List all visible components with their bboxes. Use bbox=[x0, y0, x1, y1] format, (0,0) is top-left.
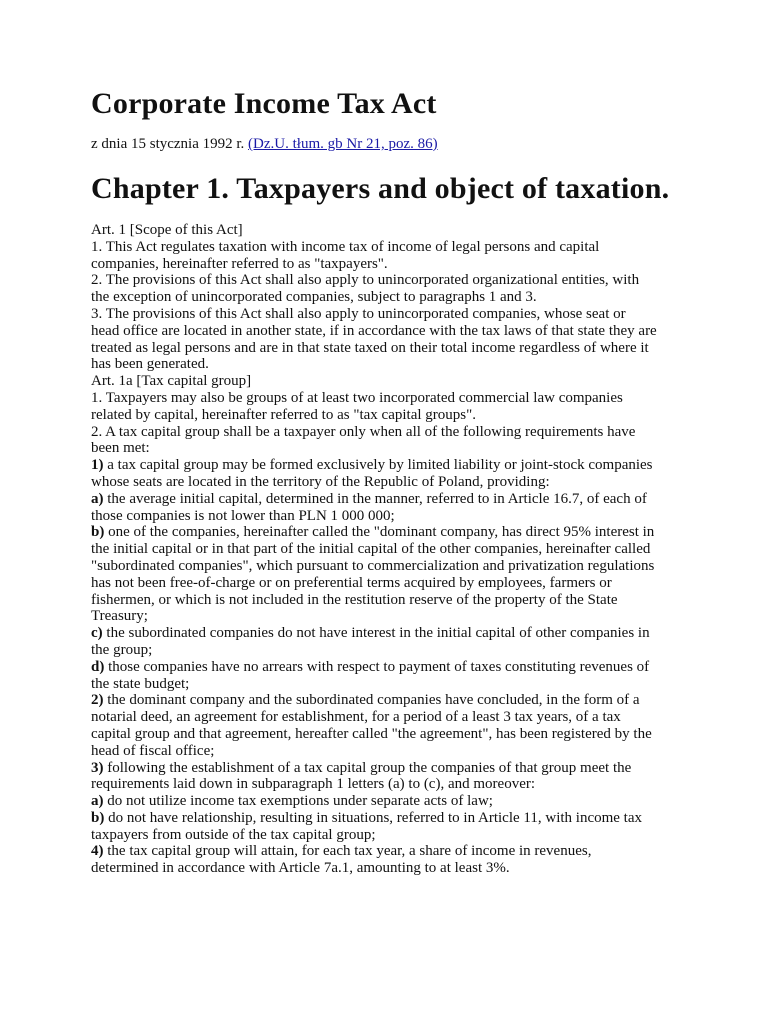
text-line bbox=[91, 709, 691, 726]
text-line bbox=[91, 306, 691, 323]
text-line bbox=[91, 676, 691, 693]
line-text: related by capital, hereinafter referred to as "tax capital groups". bbox=[91, 406, 476, 423]
line-text: the group; bbox=[91, 641, 153, 658]
text-line bbox=[91, 592, 691, 609]
text-line bbox=[91, 256, 691, 273]
line-text: "subordinated companies", which pursuant to commercialization and privatization regulations bbox=[91, 557, 655, 574]
text-line bbox=[91, 356, 691, 373]
article-body bbox=[91, 222, 691, 877]
line-text: Treasury; bbox=[91, 608, 148, 625]
text-line bbox=[91, 491, 691, 508]
line-text: 3. The provisions of this Act shall also apply to unincorporated companies, whose seat or bbox=[91, 305, 626, 322]
line-text: those companies have no arrears with respect to payment of taxes constituting revenues of bbox=[104, 658, 650, 675]
line-text: companies, hereinafter referred to as "taxpayers". bbox=[91, 255, 388, 272]
source-link[interactable]: (Dz.U. tłum. gb Nr 21, poz. 86) bbox=[248, 136, 438, 152]
line-text: the subordinated companies do not have interest in the initial capital of other companies in bbox=[102, 625, 650, 642]
line-text: has been generated. bbox=[91, 356, 209, 373]
line-text: head office are located in another state, if in accordance with the tax laws of that state they are bbox=[91, 322, 657, 339]
date-text: z dnia 15 stycznia 1992 r. bbox=[91, 136, 245, 152]
text-line bbox=[91, 843, 691, 860]
line-text: has not been free-of-charge or on preferential terms acquired by employees, farmers or bbox=[91, 574, 612, 591]
text-line bbox=[91, 524, 691, 541]
line-text: capital group and that agreement, hereafter called "the agreement", has been registered by the bbox=[91, 725, 652, 742]
line-text: head of fiscal office; bbox=[91, 742, 215, 759]
item-marker: d) bbox=[91, 658, 105, 675]
line-text: been met: bbox=[91, 440, 150, 457]
item-marker: 2) bbox=[91, 692, 104, 709]
line-text: the exception of unincorporated companies, subject to paragraphs 1 and 3. bbox=[91, 289, 537, 306]
text-line bbox=[91, 340, 691, 357]
line-text: 1. Taxpayers may also be groups of at least two incorporated commercial law companies bbox=[91, 389, 623, 406]
text-line bbox=[91, 289, 691, 306]
text-line bbox=[91, 810, 691, 827]
line-text: do not have relationship, resulting in situations, referred to in Article 11, with income tax bbox=[104, 809, 642, 826]
text-line bbox=[91, 793, 691, 810]
chapter-title: Chapter 1. Taxpayers and object of taxation. bbox=[91, 172, 670, 205]
text-line bbox=[91, 424, 691, 441]
line-text: Art. 1 [Scope of this Act] bbox=[91, 222, 243, 238]
text-line bbox=[91, 440, 691, 457]
item-marker: 3) bbox=[91, 759, 104, 776]
line-text: Art. 1a [Tax capital group] bbox=[91, 373, 252, 390]
line-text: determined in accordance with Article 7a.1, amounting to at least 3%. bbox=[91, 860, 510, 877]
item-marker: 4) bbox=[91, 843, 104, 860]
text-line bbox=[91, 222, 691, 239]
item-marker: b) bbox=[91, 524, 105, 541]
text-line bbox=[91, 625, 691, 642]
line-text: the dominant company and the subordinated companies have concluded, in the form of a bbox=[103, 692, 640, 709]
text-line bbox=[91, 659, 691, 676]
line-text: those companies is not lower than PLN 1 000 000; bbox=[91, 507, 395, 524]
text-line bbox=[91, 558, 691, 575]
line-text: taxpayers from outside of the tax capital group; bbox=[91, 826, 376, 843]
line-text: the tax capital group will attain, for each tax year, a share of income in revenues, bbox=[103, 843, 592, 860]
text-line bbox=[91, 692, 691, 709]
source-line bbox=[91, 134, 691, 154]
line-text: fishermen, or which is not included in the restitution reserve of the property of the State bbox=[91, 591, 618, 608]
item-marker: b) bbox=[91, 809, 105, 826]
line-text: do not utilize income tax exemptions under separate acts of law; bbox=[103, 793, 493, 810]
line-text: 2. A tax capital group shall be a taxpayer only when all of the following requirements have bbox=[91, 423, 636, 440]
text-line bbox=[91, 272, 691, 289]
line-text: one of the companies, hereinafter called the "dominant company, has direct 95% interest in bbox=[104, 524, 655, 541]
text-line bbox=[91, 827, 691, 844]
text-line bbox=[91, 575, 691, 592]
text-line bbox=[91, 239, 691, 256]
document-page bbox=[91, 84, 691, 877]
item-marker: 1) bbox=[91, 457, 104, 474]
text-line bbox=[91, 743, 691, 760]
text-line bbox=[91, 457, 691, 474]
text-line bbox=[91, 373, 691, 390]
line-text: treated as legal persons and are in that state taxed on their total income regardless of where it bbox=[91, 339, 649, 356]
line-text: 2. The provisions of this Act shall also apply to unincorporated organizational entities, with bbox=[91, 272, 640, 289]
line-text: 1. This Act regulates taxation with income tax of income of legal persons and capital bbox=[91, 238, 600, 255]
text-line bbox=[91, 760, 691, 777]
item-marker: a) bbox=[91, 490, 104, 507]
page-title: Corporate Income Tax Act bbox=[91, 87, 437, 120]
text-line bbox=[91, 407, 691, 424]
line-text: notarial deed, an agreement for establishment, for a period of a least 3 tax years, of a tax bbox=[91, 709, 621, 726]
text-line bbox=[91, 608, 691, 625]
text-line bbox=[91, 726, 691, 743]
line-text: the average initial capital, determined in the manner, referred to in Article 16.7, of each of bbox=[103, 490, 647, 507]
line-text: the state budget; bbox=[91, 675, 190, 692]
text-line bbox=[91, 776, 691, 793]
text-line bbox=[91, 508, 691, 525]
text-line bbox=[91, 474, 691, 491]
line-text: following the establishment of a tax capital group the companies of that group meet the bbox=[103, 759, 632, 776]
item-marker: a) bbox=[91, 793, 104, 810]
line-text: whose seats are located in the territory of the Republic of Poland, providing: bbox=[91, 473, 550, 490]
text-line bbox=[91, 541, 691, 558]
line-text: requirements laid down in subparagraph 1 letters (a) to (c), and moreover: bbox=[91, 776, 536, 793]
text-line bbox=[91, 323, 691, 340]
item-marker: c) bbox=[91, 625, 103, 642]
text-line bbox=[91, 390, 691, 407]
line-text: a tax capital group may be formed exclusively by limited liability or joint-stock companies bbox=[103, 457, 653, 474]
text-line bbox=[91, 860, 691, 877]
text-line bbox=[91, 642, 691, 659]
line-text: the initial capital or in that part of the initial capital of the other companies, hereinafter called bbox=[91, 541, 651, 558]
